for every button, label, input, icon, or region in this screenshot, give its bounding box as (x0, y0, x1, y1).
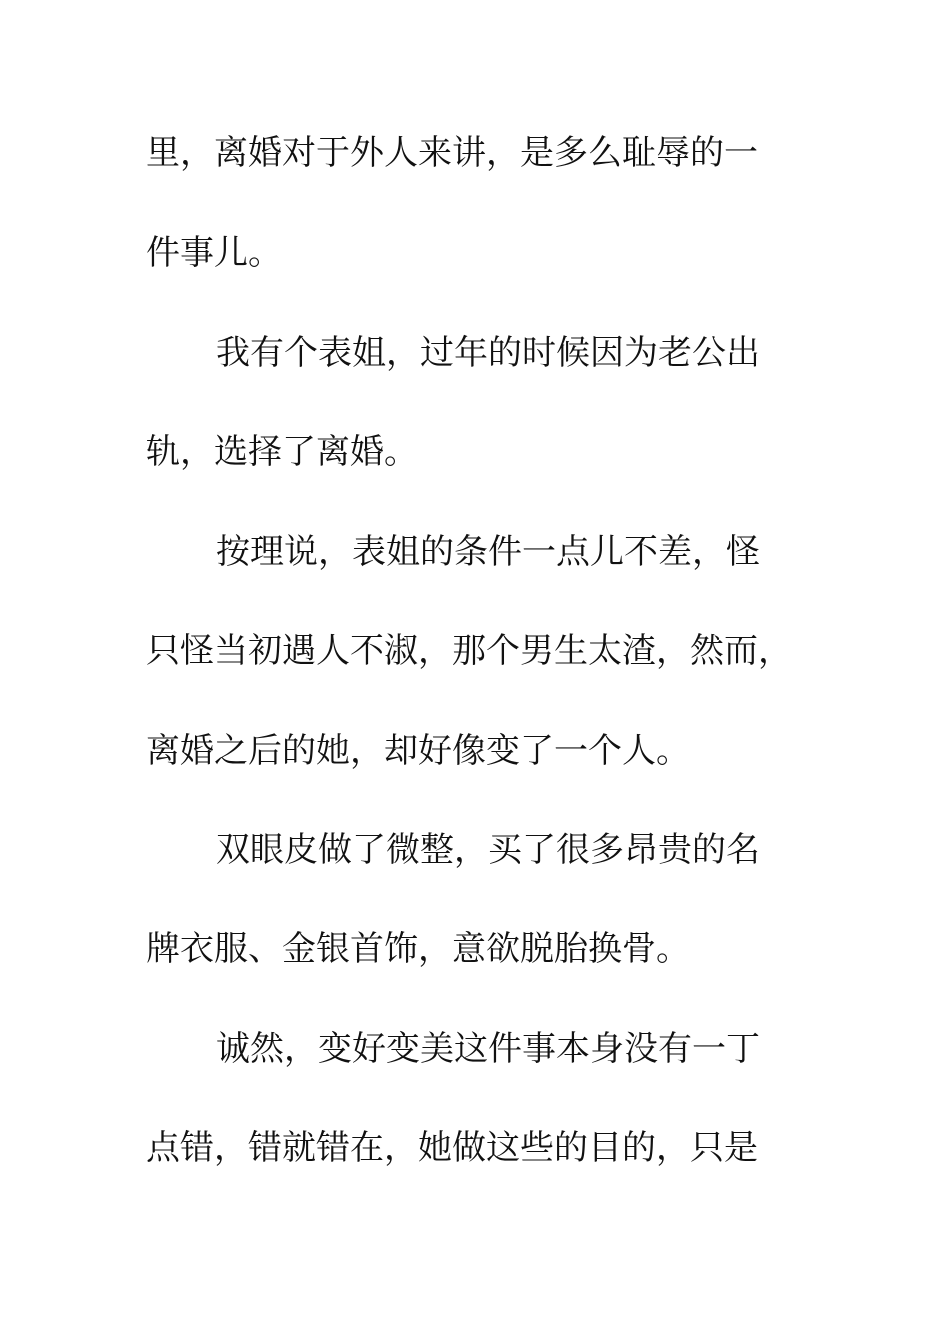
text-line: 里，离婚对于外人来讲，是多么耻辱的一 (146, 133, 758, 173)
text-line: 牌衣服、金银首饰，意欲脱胎换骨。 (146, 929, 690, 969)
text-line: 离婚之后的她，却好像变了一个人。 (146, 731, 690, 771)
text-line: 件事儿。 (146, 233, 282, 273)
paragraph-start: 诚然，变好变美这件事本身没有一丁 (216, 1029, 760, 1069)
text-line: 只怪当初遇人不淑，那个男生太渣，然而， (146, 631, 792, 671)
text-line: 轨，选择了离婚。 (146, 432, 418, 472)
text-line: 点错，错就错在，她做这些的目的，只是 (146, 1128, 758, 1168)
paragraph-start: 我有个表姐，过年的时候因为老公出 (216, 333, 760, 373)
paragraph-start: 按理说，表姐的条件一点儿不差，怪 (216, 532, 760, 572)
paragraph-start: 双眼皮做了微整，买了很多昂贵的名 (216, 830, 760, 870)
